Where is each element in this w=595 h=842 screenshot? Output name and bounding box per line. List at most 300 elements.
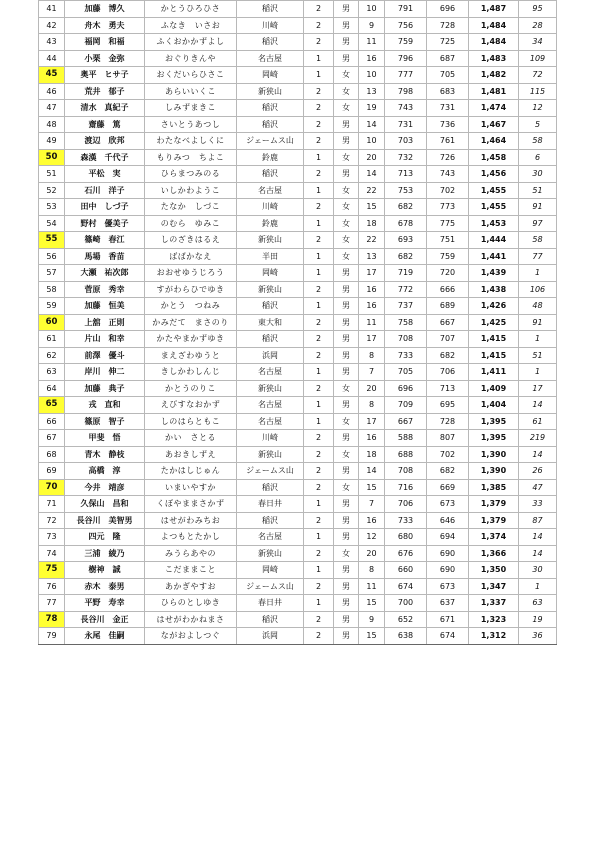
total-score: 1,455 bbox=[469, 199, 519, 216]
division: 2 bbox=[304, 331, 334, 348]
player-kana: あおきしずえ bbox=[145, 446, 237, 463]
table-row bbox=[39, 182, 557, 199]
club-name: 稲沢 bbox=[237, 611, 304, 628]
player-kana: ながおよしつぐ bbox=[145, 628, 237, 645]
table-row bbox=[39, 413, 557, 430]
score-first: 753 bbox=[385, 182, 427, 199]
score-second: 731 bbox=[427, 100, 469, 117]
player-name: 大瀬 祐次郎 bbox=[65, 265, 145, 282]
player-name: 舟木 勇夫 bbox=[65, 17, 145, 34]
division: 1 bbox=[304, 265, 334, 282]
table-row bbox=[39, 331, 557, 348]
club-name: 浜岡 bbox=[237, 628, 304, 645]
player-name: 福岡 和福 bbox=[65, 34, 145, 51]
division: 2 bbox=[304, 545, 334, 562]
gender: 男 bbox=[334, 314, 359, 331]
player-name: 荒井 郁子 bbox=[65, 83, 145, 100]
score-second: 728 bbox=[427, 17, 469, 34]
games: 16 bbox=[359, 50, 385, 67]
player-kana: のむら ゆみこ bbox=[145, 215, 237, 232]
score-first: 731 bbox=[385, 116, 427, 133]
division: 2 bbox=[304, 578, 334, 595]
index: 33 bbox=[519, 496, 557, 513]
club-name: 春日井 bbox=[237, 595, 304, 612]
index: 47 bbox=[519, 479, 557, 496]
division: 2 bbox=[304, 116, 334, 133]
division: 1 bbox=[304, 364, 334, 381]
score-second: 696 bbox=[427, 1, 469, 18]
club-name: 名古屋 bbox=[237, 364, 304, 381]
score-first: 777 bbox=[385, 67, 427, 84]
player-name: 久保山 昌和 bbox=[65, 496, 145, 513]
gender: 男 bbox=[334, 298, 359, 315]
gender: 男 bbox=[334, 331, 359, 348]
index: 115 bbox=[519, 83, 557, 100]
club-name: 稲沢 bbox=[237, 512, 304, 529]
games: 16 bbox=[359, 281, 385, 298]
player-name: 平松 実 bbox=[65, 166, 145, 183]
games: 9 bbox=[359, 17, 385, 34]
club-name: 稲沢 bbox=[237, 298, 304, 315]
table-row bbox=[39, 545, 557, 562]
player-name: 篠崎 春江 bbox=[65, 232, 145, 249]
table-row bbox=[39, 446, 557, 463]
player-name: 前澤 優斗 bbox=[65, 347, 145, 364]
total-score: 1,484 bbox=[469, 17, 519, 34]
rank-number: 79 bbox=[39, 628, 65, 645]
player-name: 今井 靖彦 bbox=[65, 479, 145, 496]
total-score: 1,379 bbox=[469, 512, 519, 529]
score-second: 673 bbox=[427, 578, 469, 595]
player-name: 齋藤 篤 bbox=[65, 116, 145, 133]
index: 61 bbox=[519, 413, 557, 430]
player-kana: かい さとる bbox=[145, 430, 237, 447]
player-kana: ふなき いさお bbox=[145, 17, 237, 34]
total-score: 1,441 bbox=[469, 248, 519, 265]
club-name: 春日井 bbox=[237, 496, 304, 513]
index: 51 bbox=[519, 182, 557, 199]
player-name: 奥平 ヒサ子 bbox=[65, 67, 145, 84]
rank-number: 60 bbox=[39, 314, 65, 331]
total-score: 1,395 bbox=[469, 430, 519, 447]
score-first: 732 bbox=[385, 149, 427, 166]
score-first: 667 bbox=[385, 413, 427, 430]
player-name: 加藤 博久 bbox=[65, 1, 145, 18]
total-score: 1,347 bbox=[469, 578, 519, 595]
table-row bbox=[39, 50, 557, 67]
rank-number: 43 bbox=[39, 34, 65, 51]
score-first: 705 bbox=[385, 364, 427, 381]
division: 1 bbox=[304, 529, 334, 546]
table-row bbox=[39, 100, 557, 117]
gender: 男 bbox=[334, 281, 359, 298]
games: 8 bbox=[359, 397, 385, 414]
ranking-table bbox=[38, 0, 557, 645]
score-first: 733 bbox=[385, 347, 427, 364]
gender: 女 bbox=[334, 215, 359, 232]
score-second: 646 bbox=[427, 512, 469, 529]
rank-number: 46 bbox=[39, 83, 65, 100]
total-score: 1,425 bbox=[469, 314, 519, 331]
player-name: 渡辺 欣邦 bbox=[65, 133, 145, 150]
gender: 男 bbox=[334, 578, 359, 595]
games: 18 bbox=[359, 446, 385, 463]
gender: 男 bbox=[334, 17, 359, 34]
gender: 男 bbox=[334, 50, 359, 67]
division: 2 bbox=[304, 314, 334, 331]
total-score: 1,453 bbox=[469, 215, 519, 232]
games: 13 bbox=[359, 83, 385, 100]
club-name: 新狭山 bbox=[237, 380, 304, 397]
total-score: 1,467 bbox=[469, 116, 519, 133]
player-kana: たなか しづこ bbox=[145, 199, 237, 216]
table-row bbox=[39, 347, 557, 364]
total-score: 1,395 bbox=[469, 413, 519, 430]
rank-number: 67 bbox=[39, 430, 65, 447]
score-first: 756 bbox=[385, 17, 427, 34]
total-score: 1,390 bbox=[469, 463, 519, 480]
score-first: 693 bbox=[385, 232, 427, 249]
table-row bbox=[39, 496, 557, 513]
gender: 男 bbox=[334, 364, 359, 381]
games: 16 bbox=[359, 512, 385, 529]
table-row bbox=[39, 248, 557, 265]
index: 14 bbox=[519, 397, 557, 414]
index: 12 bbox=[519, 100, 557, 117]
table-row bbox=[39, 529, 557, 546]
score-second: 720 bbox=[427, 265, 469, 282]
gender: 女 bbox=[334, 199, 359, 216]
club-name: 岡崎 bbox=[237, 265, 304, 282]
player-name: 片山 和幸 bbox=[65, 331, 145, 348]
index: 1 bbox=[519, 578, 557, 595]
table-row bbox=[39, 166, 557, 183]
division: 1 bbox=[304, 595, 334, 612]
club-name: 名古屋 bbox=[237, 182, 304, 199]
division: 1 bbox=[304, 215, 334, 232]
club-name: 稲沢 bbox=[237, 1, 304, 18]
rank-number: 54 bbox=[39, 215, 65, 232]
division: 2 bbox=[304, 628, 334, 645]
score-second: 695 bbox=[427, 397, 469, 414]
games: 17 bbox=[359, 413, 385, 430]
table-row bbox=[39, 83, 557, 100]
division: 2 bbox=[304, 430, 334, 447]
division: 2 bbox=[304, 281, 334, 298]
player-name: 野村 優美子 bbox=[65, 215, 145, 232]
score-second: 713 bbox=[427, 380, 469, 397]
games: 22 bbox=[359, 232, 385, 249]
gender: 男 bbox=[334, 529, 359, 546]
index: 63 bbox=[519, 595, 557, 612]
score-second: 726 bbox=[427, 149, 469, 166]
total-score: 1,456 bbox=[469, 166, 519, 183]
index: 58 bbox=[519, 133, 557, 150]
table-row bbox=[39, 17, 557, 34]
score-first: 772 bbox=[385, 281, 427, 298]
score-second: 690 bbox=[427, 545, 469, 562]
player-name: 石川 洋子 bbox=[65, 182, 145, 199]
score-second: 637 bbox=[427, 595, 469, 612]
rank-number: 71 bbox=[39, 496, 65, 513]
table-row bbox=[39, 380, 557, 397]
gender: 男 bbox=[334, 116, 359, 133]
gender: 女 bbox=[334, 182, 359, 199]
total-score: 1,337 bbox=[469, 595, 519, 612]
score-first: 796 bbox=[385, 50, 427, 67]
games: 13 bbox=[359, 248, 385, 265]
index: 1 bbox=[519, 265, 557, 282]
rank-number: 62 bbox=[39, 347, 65, 364]
club-name: 鈴鹿 bbox=[237, 149, 304, 166]
score-first: 791 bbox=[385, 1, 427, 18]
club-name: 稲沢 bbox=[237, 166, 304, 183]
games: 10 bbox=[359, 67, 385, 84]
club-name: 新狭山 bbox=[237, 232, 304, 249]
score-second: 751 bbox=[427, 232, 469, 249]
score-second: 706 bbox=[427, 364, 469, 381]
score-second: 702 bbox=[427, 446, 469, 463]
club-name: 稲沢 bbox=[237, 331, 304, 348]
total-score: 1,379 bbox=[469, 496, 519, 513]
score-first: 708 bbox=[385, 463, 427, 480]
total-score: 1,458 bbox=[469, 149, 519, 166]
player-kana: ひらのとしゆき bbox=[145, 595, 237, 612]
index: 5 bbox=[519, 116, 557, 133]
games: 11 bbox=[359, 314, 385, 331]
games: 7 bbox=[359, 364, 385, 381]
club-name: ジェームス山 bbox=[237, 133, 304, 150]
table-row bbox=[39, 116, 557, 133]
score-first: 719 bbox=[385, 265, 427, 282]
gender: 男 bbox=[334, 562, 359, 579]
player-name: 永尾 佳嗣 bbox=[65, 628, 145, 645]
games: 20 bbox=[359, 545, 385, 562]
index: 77 bbox=[519, 248, 557, 265]
gender: 女 bbox=[334, 67, 359, 84]
index: 14 bbox=[519, 446, 557, 463]
gender: 男 bbox=[334, 133, 359, 150]
division: 1 bbox=[304, 562, 334, 579]
gender: 女 bbox=[334, 149, 359, 166]
player-kana: かとうのりこ bbox=[145, 380, 237, 397]
total-score: 1,483 bbox=[469, 50, 519, 67]
total-score: 1,415 bbox=[469, 331, 519, 348]
player-kana: ひらまつみのる bbox=[145, 166, 237, 183]
player-kana: くぼやままさかず bbox=[145, 496, 237, 513]
games: 16 bbox=[359, 298, 385, 315]
score-first: 713 bbox=[385, 166, 427, 183]
division: 2 bbox=[304, 512, 334, 529]
rank-number: 68 bbox=[39, 446, 65, 463]
player-kana: たかはしじゅん bbox=[145, 463, 237, 480]
club-name: 浜岡 bbox=[237, 347, 304, 364]
rank-number: 58 bbox=[39, 281, 65, 298]
total-score: 1,464 bbox=[469, 133, 519, 150]
score-first: 708 bbox=[385, 331, 427, 348]
total-score: 1,366 bbox=[469, 545, 519, 562]
table-row bbox=[39, 578, 557, 595]
index: 106 bbox=[519, 281, 557, 298]
gender: 女 bbox=[334, 413, 359, 430]
division: 2 bbox=[304, 347, 334, 364]
club-name: 名古屋 bbox=[237, 397, 304, 414]
games: 22 bbox=[359, 182, 385, 199]
score-first: 682 bbox=[385, 248, 427, 265]
total-score: 1,415 bbox=[469, 347, 519, 364]
player-kana: えびすなおかず bbox=[145, 397, 237, 414]
player-kana: きしかわしんじ bbox=[145, 364, 237, 381]
table-row bbox=[39, 232, 557, 249]
games: 14 bbox=[359, 166, 385, 183]
index: 109 bbox=[519, 50, 557, 67]
score-second: 743 bbox=[427, 166, 469, 183]
score-second: 761 bbox=[427, 133, 469, 150]
player-name: 四元 隆 bbox=[65, 529, 145, 546]
games: 8 bbox=[359, 562, 385, 579]
gender: 女 bbox=[334, 380, 359, 397]
rank-number: 42 bbox=[39, 17, 65, 34]
player-name: 加藤 典子 bbox=[65, 380, 145, 397]
rank-number: 56 bbox=[39, 248, 65, 265]
table-row bbox=[39, 281, 557, 298]
gender: 男 bbox=[334, 512, 359, 529]
score-first: 716 bbox=[385, 479, 427, 496]
total-score: 1,409 bbox=[469, 380, 519, 397]
table-row bbox=[39, 479, 557, 496]
index: 34 bbox=[519, 34, 557, 51]
table-row bbox=[39, 562, 557, 579]
player-kana: かとうひろひさ bbox=[145, 1, 237, 18]
games: 12 bbox=[359, 529, 385, 546]
gender: 男 bbox=[334, 628, 359, 645]
division: 2 bbox=[304, 133, 334, 150]
rank-number: 77 bbox=[39, 595, 65, 612]
club-name: 稲沢 bbox=[237, 116, 304, 133]
index: 1 bbox=[519, 331, 557, 348]
total-score: 1,444 bbox=[469, 232, 519, 249]
player-kana: おくだいらひさこ bbox=[145, 67, 237, 84]
total-score: 1,487 bbox=[469, 1, 519, 18]
division: 2 bbox=[304, 463, 334, 480]
index: 91 bbox=[519, 199, 557, 216]
player-name: 長谷川 美智男 bbox=[65, 512, 145, 529]
index: 30 bbox=[519, 166, 557, 183]
club-name: 名古屋 bbox=[237, 50, 304, 67]
gender: 女 bbox=[334, 83, 359, 100]
ranking-rows bbox=[39, 1, 557, 645]
player-kana: ばばかなえ bbox=[145, 248, 237, 265]
player-name: 加藤 恒美 bbox=[65, 298, 145, 315]
table-row bbox=[39, 1, 557, 18]
division: 1 bbox=[304, 50, 334, 67]
division: 2 bbox=[304, 611, 334, 628]
gender: 男 bbox=[334, 265, 359, 282]
table-row bbox=[39, 314, 557, 331]
games: 15 bbox=[359, 628, 385, 645]
division: 1 bbox=[304, 413, 334, 430]
division: 2 bbox=[304, 83, 334, 100]
player-name: 樹神 誠 bbox=[65, 562, 145, 579]
club-name: 名古屋 bbox=[237, 413, 304, 430]
table-row bbox=[39, 595, 557, 612]
player-kana: いしかわようこ bbox=[145, 182, 237, 199]
club-name: 新狭山 bbox=[237, 281, 304, 298]
player-kana: あかぎやすお bbox=[145, 578, 237, 595]
player-name: 戎 直和 bbox=[65, 397, 145, 414]
index: 36 bbox=[519, 628, 557, 645]
rank-number: 48 bbox=[39, 116, 65, 133]
player-name: 森漢 千代子 bbox=[65, 149, 145, 166]
score-second: 705 bbox=[427, 67, 469, 84]
score-first: 676 bbox=[385, 545, 427, 562]
player-kana: はせがわみちお bbox=[145, 512, 237, 529]
rank-number: 49 bbox=[39, 133, 65, 150]
player-name: 馬場 香苗 bbox=[65, 248, 145, 265]
rank-number: 76 bbox=[39, 578, 65, 595]
games: 15 bbox=[359, 595, 385, 612]
player-kana: さいとうあつし bbox=[145, 116, 237, 133]
rank-number: 51 bbox=[39, 166, 65, 183]
player-kana: しみずまきこ bbox=[145, 100, 237, 117]
player-kana: すがわらひでゆき bbox=[145, 281, 237, 298]
division: 1 bbox=[304, 496, 334, 513]
rank-number: 65 bbox=[39, 397, 65, 414]
rank-number: 61 bbox=[39, 331, 65, 348]
player-name: 長谷川 金正 bbox=[65, 611, 145, 628]
score-second: 759 bbox=[427, 248, 469, 265]
score-second: 689 bbox=[427, 298, 469, 315]
club-name: ジェームス山 bbox=[237, 578, 304, 595]
score-second: 702 bbox=[427, 182, 469, 199]
player-name: 高橋 淳 bbox=[65, 463, 145, 480]
total-score: 1,390 bbox=[469, 446, 519, 463]
score-second: 725 bbox=[427, 34, 469, 51]
rank-number: 64 bbox=[39, 380, 65, 397]
score-second: 707 bbox=[427, 331, 469, 348]
score-second: 773 bbox=[427, 199, 469, 216]
gender: 男 bbox=[334, 34, 359, 51]
player-name: 青木 静枝 bbox=[65, 446, 145, 463]
division: 2 bbox=[304, 34, 334, 51]
score-second: 667 bbox=[427, 314, 469, 331]
score-second: 687 bbox=[427, 50, 469, 67]
score-second: 736 bbox=[427, 116, 469, 133]
index: 26 bbox=[519, 463, 557, 480]
rank-number: 57 bbox=[39, 265, 65, 282]
score-second: 673 bbox=[427, 496, 469, 513]
score-first: 638 bbox=[385, 628, 427, 645]
score-first: 674 bbox=[385, 578, 427, 595]
player-kana: こだままこと bbox=[145, 562, 237, 579]
club-name: 岡崎 bbox=[237, 67, 304, 84]
club-name: 東大和 bbox=[237, 314, 304, 331]
table-row bbox=[39, 512, 557, 529]
index: 6 bbox=[519, 149, 557, 166]
index: 17 bbox=[519, 380, 557, 397]
division: 2 bbox=[304, 479, 334, 496]
division: 1 bbox=[304, 67, 334, 84]
score-first: 700 bbox=[385, 595, 427, 612]
games: 16 bbox=[359, 430, 385, 447]
player-kana: わたなべよしくに bbox=[145, 133, 237, 150]
score-first: 733 bbox=[385, 512, 427, 529]
club-name: ジェームス山 bbox=[237, 463, 304, 480]
index: 97 bbox=[519, 215, 557, 232]
total-score: 1,350 bbox=[469, 562, 519, 579]
score-second: 682 bbox=[427, 463, 469, 480]
rank-number: 41 bbox=[39, 1, 65, 18]
